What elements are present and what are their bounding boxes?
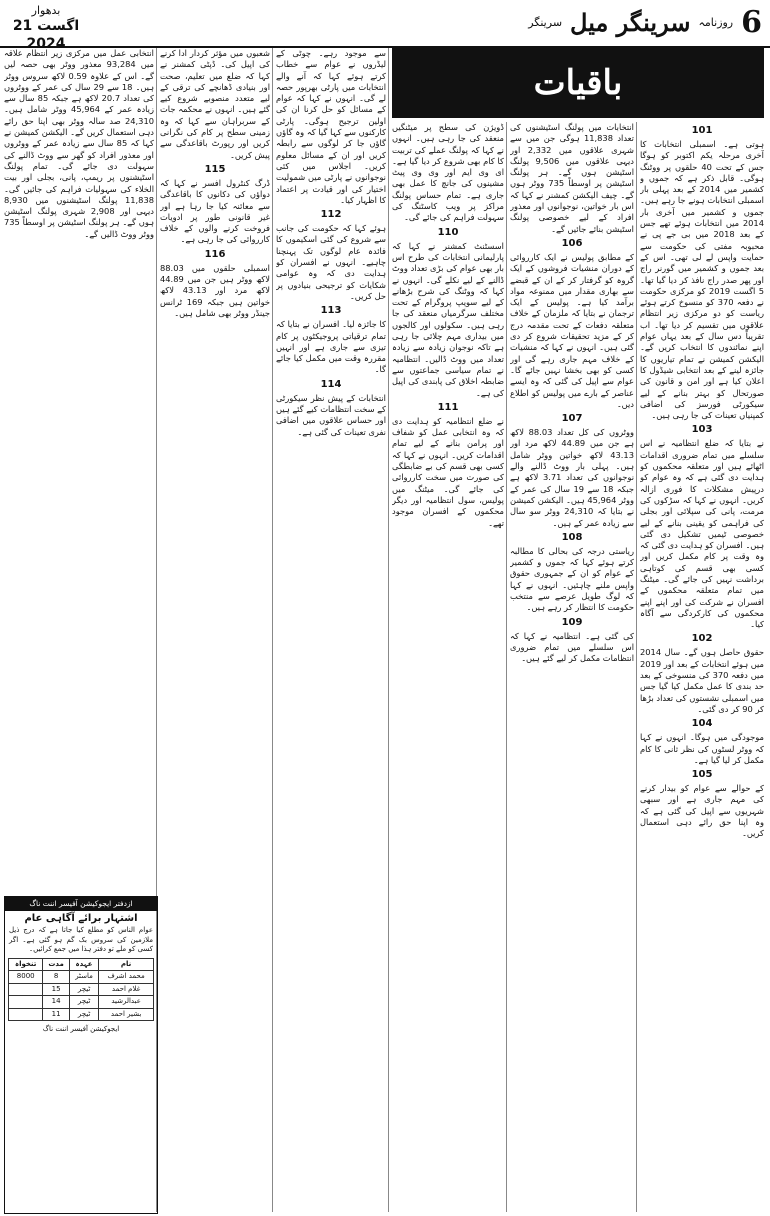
ad-table-cell: بشیر احمد [99,1008,154,1021]
column-3 [392,122,504,1212]
article-text: ووٹروں کی کل تعداد 88.03 لاکھ ہے جن میں 44.89 لاکھ مرد اور 43.13 لاکھ خواتین ووٹر شامل ہیں۔ پہلی بار ووٹ ڈالنے والے نوجوانوں کی تعداد 3.71 لاکھ ہے جبکہ 18 سے 19 سال کی عمر کے ووٹر 45,964 ہیں۔ الیکشن کمیشن نے بتایا کہ 24,310 ووٹر سو سال سے زیادہ عمر کے ہیں۔ [510,427,634,528]
ad-intro: عوام الناس کو مطلع کیا جاتا ہے کہ درج ذیل ملازمین کی سروس بک گم ہو گئی ہے۔ اگر کسی کو ملے تو دفتر ہذا میں جمع کرائیں۔ [9,926,153,953]
ad-header: ازدفتر ایجوکیشن آفیسر اننت ناگ [5,897,157,911]
article-text: کی گئی ہے۔ انتظامیہ نے کہا کہ اس سلسلے میں تمام ضروری انتظامات مکمل کر لیے گئے ہیں۔ [510,630,634,664]
article-text: ہوئے کہا کہ حکومت کی جانب سے شروع کی گئی اسکیموں کا فائدہ عام لوگوں تک پہنچنا چاہیے۔ انہوں نے افسران کو ہدایت دی کہ وہ عوامی شکایات کو ترجیحی بنیادوں پر حل کریں۔ [276,223,386,301]
article-text: کے مطابق پولیس نے ایک کارروائی کے دوران منشیات فروشوں کے ایک گروہ کو گرفتار کر کے ان کے قبضے سے بھاری مقدار میں ممنوعہ مواد برآمد کیا ہے۔ پولیس کے ایک ترجمان نے بتایا کہ ملزمان کے خلاف متعلقہ دفعات کے تحت مقدمہ درج کر کے مزید تحقیقات شروع کر دی گئی ہیں۔ انہوں نے کہا کہ منشیات کے خلاف مہم جاری رہے گی اور کسی کو بھی بخشا نہیں جائے گا۔ عوام سے اپیل کی گئی کہ وہ ایسے عناصر کے بارے میں پولیس کو اطلاع دیں۔ [510,251,634,409]
ad-table-cell: عبدالرشید [99,996,154,1009]
ad-table-cell: 15 [43,983,69,996]
article-text: کے حوالے سے عوام کو بیدار کرنے کی مہم جاری ہے اور سبھی شہریوں سے اپیل کی گئی ہے کہ وہ اپنا حق رائے دہی استعمال کریں۔ [640,783,764,839]
ad-title: اشتہار برائے آگاہی عام [24,912,138,924]
ad-table-cell: ماسٹر [69,971,98,984]
ad-table-cell [9,1008,43,1021]
article-number: 106 [561,237,583,249]
article-text: انتخابی عمل میں مرکزی زیر انتظام علاقہ میں 93,284 معذور ووٹر بھی حصہ لیں گے۔ اس کے علاوہ 0.59 لاکھ سروس ووٹر ہیں۔ 18 سے 29 سال کی عمر کے ووٹروں کی تعداد 20.7 لاکھ ہے جبکہ 85 سال سے زیادہ عمر کے 45,964 ووٹر شامل ہیں۔ 24,310 صد سالہ ووٹر بھی اپنا حق رائے دہی استعمال کریں گے۔ الیکشن کمیشن نے کہا کہ 85 سال سے زیادہ عمر کے ووٹروں اور معذور افراد کو گھر سے ووٹ ڈالنے کی سہولت دی جائے گی۔ تمام پولنگ اسٹیشنوں پر ریمپ، پانی، بجلی اور بیت الخلاء کی سہولیات فراہم کی جائیں گی۔ 11,838 پولنگ اسٹیشنوں میں 8,930 دیہی اور 2,908 شہری پولنگ اسٹیشن ہوں گے۔ ہر پولنگ اسٹیشن پر اوسطاً 735 ووٹر ووٹ ڈالیں گے۔ [4,48,154,239]
article-number: 111 [437,401,459,413]
article-text: سے موجود رہے۔ چوٹی کے لیڈروں نے عوام سے خطاب کرتے ہوئے کہا کہ آنے والے انتخابات میں پارٹی بھرپور حصہ لے گی۔ انہوں نے کہا کہ عوام کے مسائل کو حل کرنا ان کی اولین ترجیح ہوگی۔ پارٹی کارکنوں سے کہا گیا کہ وہ گاؤں گاؤں جا کر لوگوں سے رابطہ کریں اور ان کے مسائل معلوم کریں۔ اجلاس میں کئی نوجوانوں نے پارٹی میں شمولیت اختیار کی اور قیادت پر اعتماد کا اظہار کیا۔ [276,48,386,205]
ad-table-header: مدت [43,958,69,971]
issue-date: 21 اگست 2024 [12,18,80,52]
article-number: 109 [561,616,583,628]
column-5 [160,48,270,1212]
ad-table-row [9,996,154,1009]
article-text: شعبوں میں مؤثر کردار ادا کرنے کی اپیل کی۔ ڈپٹی کمشنر نے کہا کہ ضلع میں تعلیم، صحت اور بنیادی ڈھانچے کی ترقی کے لیے متعدد منصوبے شروع کیے گئے ہیں۔ انہوں نے محکمہ جات کے سربراہان سے کہا کہ وہ زمینی سطح پر کام کی نگرانی کریں اور رپورٹ باقاعدگی سے پیش کریں۔ [160,48,270,160]
date-block [6,4,86,53]
daily-label: روزنامہ [698,15,734,29]
ad-table-cell [9,983,43,996]
section-banner: باقیات [392,48,764,118]
article-number: 114 [320,378,342,390]
article-number: 110 [437,226,459,238]
ad-table-cell: 8 [43,971,69,984]
masthead [528,2,762,42]
article-text: نے بتایا کہ ضلع انتظامیہ نے اس سلسلے میں تمام ضروری اقدامات اٹھائے ہیں اور متعلقہ محکموں کو ہدایت دی گئی ہے کہ وہ عوام کو درپیش مشکلات کا فوری ازالہ کریں۔ انہوں نے کہا کہ سڑکوں کی مرمت، پانی کی سپلائی اور بجلی کی فراہمی کو یقینی بنانے کے لیے خصوصی ٹیمیں تشکیل دی گئی ہیں۔ افسران کو ہدایت دی گئی کہ وہ وقت پر کام مکمل کریں اور کسی بھی قسم کی کوتاہی برداشت نہیں کی جائے گی۔ میٹنگ میں تمام متعلقہ محکموں کے افسران نے شرکت کی اور اپنے اپنے محکموں کی کارکردگی سے آگاہ کیا۔ [640,438,764,630]
ad-table-cell: محمد اشرف [99,971,154,984]
article-text: ریاستی درجہ کی بحالی کا مطالبہ کرتے ہوئے کہا کہ جموں و کشمیر کے عوام کو ان کے جمہوری حقوق واپس ملنے چاہئیں۔ انہوں نے کہا کہ لوگ طویل عرصے سے منتخب حکومت کا انتظار کر رہے ہیں۔ [510,545,634,613]
ad-table-cell: 11 [43,1008,69,1021]
article-number: 102 [691,633,713,645]
article-number: 101 [691,125,713,136]
article-text: نے ضلع انتظامیہ کو ہدایت دی کہ وہ انتخابی عمل کو شفاف اور پرامن بنانے کے لیے تمام اقدامات کریں۔ انہوں نے کہا کہ کسی بھی قسم کی بے ضابطگی کی صورت میں سخت کارروائی کی جائے گی۔ میٹنگ میں پولیس، سول انتظامیہ اور دیگر محکموں کے افسران موجود تھے۔ [392,415,504,528]
column-1 [640,122,764,1212]
ad-table-cell: ٹیچر [69,983,98,996]
page-header [0,0,770,52]
column-2 [510,122,634,1212]
article-text: موجودگی میں ہوگا۔ انہوں نے کہا کہ ووٹر لسٹوں کی نظر ثانی کا کام مکمل کر لیا گیا ہے۔ [640,732,764,765]
ad-footer: ایجوکیشن آفیسر اننت ناگ [42,1025,120,1033]
ad-table-cell [9,996,43,1009]
ad-table [8,958,154,1022]
weekday: بدھوار [31,4,61,17]
article-number: 112 [320,209,342,221]
article-number: 113 [320,305,342,317]
city-label: سرینگر [528,15,563,29]
article-text: انتخابات میں پولنگ اسٹیشنوں کی تعداد 11,838 ہوگی جن میں سے شہری علاقوں میں 2,332 اور دیہی علاقوں میں 9,506 پولنگ اسٹیشن ہوں گے۔ ہر پولنگ اسٹیشن پر اوسطاً 735 ووٹر ہوں گے۔ چیف الیکشن کمشنر نے کہا کہ اس بار خواتین، نوجوانوں اور معذور افراد کے لیے خصوصی پولنگ اسٹیشن بنائے جائیں گے۔ [510,122,634,234]
newspaper-name: سرینگر میل [570,7,691,37]
article-number: 104 [691,718,713,730]
advertisement [4,896,158,1214]
article-text: حقوق حاصل ہوں گے۔ سال 2014 میں ہوئے انتخابات کے بعد اور 2019 میں دفعہ 370 کی منسوخی کے بعد حد بندی کا عمل مکمل کیا گیا جس میں اسمبلی نشستوں کی تعداد بڑھا کر 90 کر دی گئی۔ [640,647,764,714]
article-number: 116 [204,248,226,260]
article-text: ڈویژن کی سطح پر میٹنگیں منعقد کی جا رہی ہیں۔ انہوں نے کہا کہ پولنگ عملے کی تربیت کا کام بھی شروع کر دیا گیا ہے۔ ای وی ایم اور وی وی پیٹ مشینوں کی جانچ کا عمل بھی جاری ہے۔ تمام حساس پولنگ مراکز پر ویب کاسٹنگ کی سہولت فراہم کی جائے گی۔ [392,122,504,223]
ad-table-cell: 8000 [9,971,43,984]
article-text: انتخابات کے پیش نظر سیکورٹی کے سخت انتظامات کیے گئے ہیں اور حساس علاقوں میں اضافی نفری تعینات کی گئی ہے۔ [276,392,386,437]
ad-table-cell: غلام احمد [99,983,154,996]
article-number: 115 [204,163,226,175]
article-number: 107 [561,413,583,425]
ad-table-header: عہدہ [69,958,98,971]
ad-table-header: نام [99,958,154,971]
article-number: 105 [691,769,713,781]
article-number: 103 [691,424,713,436]
column-4 [276,48,386,1212]
article-text: اسسٹنٹ کمشنر نے کہا کہ پارلیمانی انتخابات کی طرح اس بار بھی عوام کی بڑی تعداد ووٹ ڈالنے کے لیے نکلے گی۔ انہوں نے کہا کہ ووٹنگ کی شرح بڑھانے کے لیے سویپ پروگرام کے تحت مختلف سرگرمیاں منعقد کی جا رہی ہیں۔ سکولوں اور کالجوں میں بیداری مہم چلائی جا رہی ہے تاکہ نوجوان زیادہ سے زیادہ تعداد میں ووٹ ڈالیں۔ انتظامیہ نے تمام سیاسی جماعتوں سے ضابطہ اخلاق کی پابندی کی اپیل کی ہے۔ [392,240,504,398]
ad-table-row [9,971,154,984]
article-text: ڈرگ کنٹرول افسر نے کہا کہ دواؤں کی دکانوں کا باقاعدگی سے معائنہ کیا جا رہا ہے اور غیر قانونی طور پر ادویات فروخت کرنے والوں کے خلاف کارروائی کی جا رہی ہے۔ [160,177,270,245]
article-text: ہوتی ہے۔ اسمبلی انتخابات کا آخری مرحلہ یکم اکتوبر کو ہوگا جس کے تحت 40 حلقوں پر ووٹنگ ہوگی۔ قابل ذکر ہے کہ جموں و کشمیر میں 2014 کے بعد پہلی بار اسمبلی انتخابات ہونے جا رہے ہیں۔ جموں و کشمیر میں آخری بار 2014 میں انتخابات ہوئے تھے جس کے بعد 2018 میں بی جے پی نے محبوبہ مفتی کی حکومت سے حمایت واپس لے لی تھی۔ اس کے بعد جموں و کشمیر میں گورنر راج اور پھر صدر راج نافذ کر دیا گیا تھا۔ 5 اگست 2019 کو مرکزی حکومت نے دفعہ 370 کو منسوخ کرتے ہوئے ریاست کو دو مرکزی زیر انتظام علاقوں میں تقسیم کر دیا تھا۔ اب تقریباً دس سال کے بعد یہاں عوام اپنے نمائندوں کا انتخاب کریں گے۔ الیکشن کمیشن نے تمام تیاریوں کا جائزہ لینے کے بعد انتخابی شیڈول کا اعلان کیا ہے اور امن و قانون کی صورتحال کو بہتر بنانے کے لیے سیکورٹی فورسز کی اضافی کمپنیاں تعینات کی جا رہی ہیں۔ [640,139,764,421]
ad-table-cell: ٹیچر [69,996,98,1009]
article-text: اسمبلی حلقوں میں 88.03 لاکھ ووٹر ہیں جن میں 44.89 لاکھ مرد اور 43.13 لاکھ خواتین ہیں جبکہ 169 ٹرانس جینڈر ووٹر بھی شامل ہیں۔ [160,262,270,318]
ad-table-cell: 14 [43,996,69,1009]
ad-table-cell: ٹیچر [69,1008,98,1021]
ad-table-row [9,1008,154,1021]
page-number: 6 [741,4,762,40]
column-6 [4,48,154,892]
article-text: کا جائزہ لیا۔ افسران نے بتایا کہ تمام ترقیاتی پروجیکٹوں پر کام تیزی سے جاری ہے اور انہیں مقررہ وقت میں مکمل کیا جائے گا۔ [276,319,386,375]
ad-table-header: تنخواہ [9,958,43,971]
article-number: 108 [561,531,583,543]
ad-table-row [9,983,154,996]
